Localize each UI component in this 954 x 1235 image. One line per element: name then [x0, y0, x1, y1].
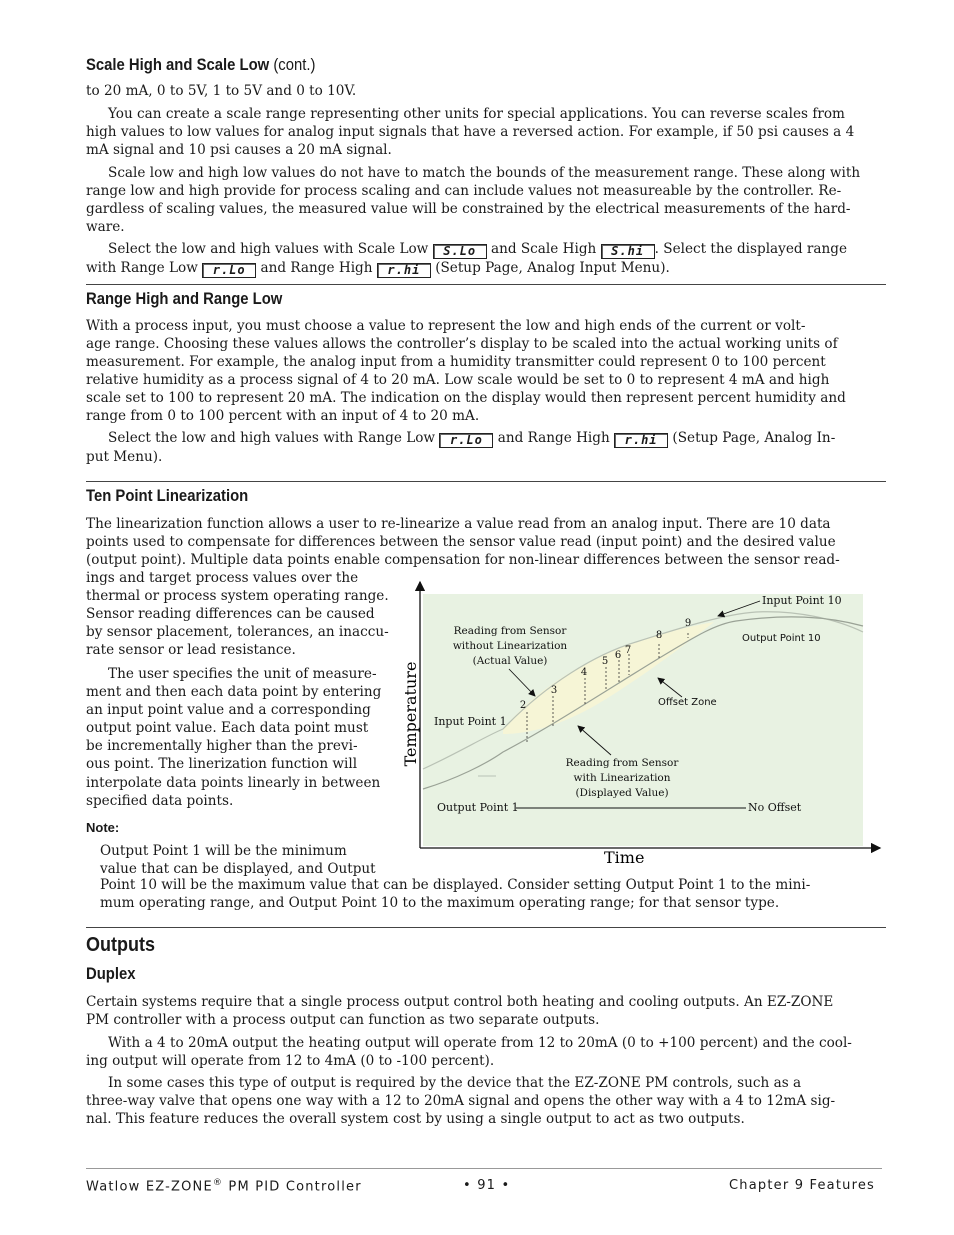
- subheading-duplex: Duplex: [86, 965, 136, 983]
- text-line: ment and then each data point by entering: [86, 684, 382, 701]
- text-run: (Setup Page, Analog In-: [672, 430, 836, 446]
- section-divider: [86, 481, 886, 482]
- range-paragraph-2: [86, 429, 886, 466]
- text-line: gardless of scaling values, the measured value will be constrained by the electrical measurements of the hard-: [86, 201, 851, 218]
- text-line: The user specifies the unit of measure-: [108, 666, 377, 682]
- text-line: You can create a scale range representing other units for special applications. You can reverse scales from: [108, 106, 845, 122]
- label-output-point-1: Output Point 1: [437, 801, 519, 814]
- section-heading-outputs: Outputs: [86, 934, 155, 956]
- footer-page-number: • 91 •: [463, 1178, 511, 1193]
- footer-product: Watlow EZ-ZONE: [86, 1179, 213, 1195]
- label-reading-without-1: Reading from Sensor: [453, 625, 567, 637]
- text-line: scale set to 100 to represent 20 mA. The indication on the display would then represent percent humidity and: [86, 390, 846, 407]
- text-line: age range. Choosing these values allows the controller’s display to be scaled into the actual working units of: [86, 336, 838, 353]
- text-line: high values to low values for analog input signals that have a reversed action. For example, if 50 psi causes a 4: [86, 124, 855, 141]
- lcd-scale-low-glyph: S.Lo: [433, 244, 487, 259]
- point-number-4: 4: [580, 667, 588, 678]
- scale-paragraph-3: [86, 164, 886, 236]
- text-run: and Range High: [260, 260, 373, 276]
- point-number-2: 2: [519, 700, 527, 711]
- point-number-8: 8: [655, 630, 663, 641]
- scale-paragraph-2: [86, 105, 886, 159]
- text-line: Scale low and high low values do not have to match the bounds of the measurement range. These along with: [108, 165, 861, 181]
- text-line: (output point). Multiple data points enable compensation for non-linear differences between the sensor read-: [86, 552, 840, 569]
- section-divider: [86, 284, 886, 285]
- text-line: ings and target process values over the: [86, 570, 359, 586]
- footer-product-suffix: PM PID Controller: [223, 1179, 362, 1195]
- text-line: range low and high provide for process scaling and can include values not measureable by the controller. Re-: [86, 183, 842, 200]
- text-run: Select the low and high values with Range Low: [108, 430, 436, 446]
- heading-suffix: (cont.): [273, 56, 316, 74]
- footer-registered-mark: ®: [212, 1178, 224, 1188]
- tenpoint-paragraph-2: [86, 665, 406, 810]
- point-number-9: 9: [684, 618, 692, 629]
- text-line: output point value. Each data point must: [86, 720, 369, 737]
- text-line: Output Point 1 will be the minimum: [100, 843, 347, 859]
- text-line: Sensor reading differences can be caused: [86, 606, 375, 623]
- scale-paragraph-4: [86, 240, 886, 278]
- heading-text: Range High and Range Low: [86, 290, 283, 308]
- lcd-range-high-glyph: r.hi: [614, 433, 668, 448]
- text-run: (Setup Page, Analog Input Menu).: [435, 260, 670, 276]
- tenpoint-paragraph-1-cont: [86, 569, 406, 659]
- point-number-7: 7: [624, 645, 632, 656]
- text-line: measurement. For example, the analog input from a humidity transmitter could represent 0 to 100 percent: [86, 354, 826, 371]
- section-heading-scale: [86, 56, 315, 75]
- lcd-range-high-glyph: r.hi: [377, 263, 431, 278]
- text-line: Certain systems require that a single process output control both heating and cooling outputs. An EZ-ZONE: [86, 994, 834, 1010]
- text-line: an input point value and a corresponding: [86, 702, 371, 719]
- outputs-paragraph-2: [86, 1034, 886, 1070]
- point-number-6: 6: [614, 650, 622, 661]
- text-line: value that can be displayed, and Output: [100, 861, 376, 878]
- lcd-scale-high-glyph: S.hi: [601, 244, 655, 259]
- footer-left: [86, 1178, 362, 1194]
- section-heading-ten-point: [86, 487, 248, 506]
- text-run: and Range High: [497, 430, 610, 446]
- label-offset-zone: Offset Zone: [658, 697, 717, 708]
- text-line: put Menu).: [86, 449, 163, 465]
- label-no-offset: No Offset: [748, 801, 802, 814]
- text-line: PM controller with a process output can function as two separate outputs.: [86, 1012, 600, 1029]
- text-line: ing output will operate from 12 to 4mA (0 to -100 percent).: [86, 1053, 495, 1070]
- note-text-a: [100, 842, 400, 878]
- text-line: mum operating range, and Output Point 10 to the maximum operating range; for that sensor type.: [100, 895, 780, 912]
- tenpoint-paragraph-1: [86, 515, 886, 569]
- x-axis-label: Time: [604, 848, 645, 867]
- lcd-range-low-glyph: r.Lo: [439, 433, 493, 448]
- text-line: rate sensor or lead resistance.: [86, 642, 296, 659]
- point-number-3: 3: [550, 685, 558, 696]
- text-line: be incrementally higher than the previ-: [86, 738, 358, 755]
- outputs-paragraph-1: [86, 993, 886, 1029]
- text-line: ous point. The linerization function will: [86, 756, 358, 773]
- label-reading-with-2: with Linearization: [573, 772, 671, 784]
- text-line: With a 4 to 20mA output the heating output will operate from 12 to 20mA (0 to +100 percent) and the cool-: [108, 1035, 852, 1051]
- text-line: The linearization function allows a user to re-linearize a value read from an analog input. There are 10 data: [86, 516, 831, 532]
- outputs-paragraph-3: [86, 1074, 886, 1128]
- text-line: to 20 mA, 0 to 5V, 1 to 5V and 0 to 10V.: [86, 83, 357, 99]
- text-line: range from 0 to 100 percent with an input of 4 to 20 mA.: [86, 408, 480, 425]
- text-run: and Scale High: [490, 241, 597, 257]
- text-line: thermal or process system operating range.: [86, 588, 389, 605]
- linearization-diagram: [396, 574, 886, 870]
- heading-text: Ten Point Linearization: [86, 487, 249, 505]
- note-text-b: [100, 876, 880, 912]
- footer-chapter: Chapter 9 Features: [729, 1178, 876, 1193]
- label-input-point-1: Input Point 1: [434, 715, 507, 728]
- text-line: specified data points.: [86, 792, 234, 809]
- text-line: Point 10 will be the maximum value that can be displayed. Consider setting Output Point 1 to the mini-: [100, 877, 811, 893]
- heading-text: Scale High and Scale Low: [86, 56, 270, 74]
- text-line: relative humidity as a process signal of 4 to 20 mA. Low scale would be set to 0 to represent 4 mA and high: [86, 372, 830, 389]
- section-divider: [86, 927, 886, 928]
- text-line: ware.: [86, 219, 125, 236]
- label-reading-without-2: without Linearization: [452, 640, 568, 652]
- text-line: by sensor placement, tolerances, an inaccu-: [86, 624, 389, 641]
- text-run: Select the low and high values with Scale Low: [108, 241, 429, 257]
- range-paragraph-1: [86, 317, 886, 426]
- y-axis-label: Temperature: [401, 661, 420, 767]
- point-number-5: 5: [601, 656, 609, 667]
- text-run: with Range Low: [86, 260, 198, 276]
- text-line: nal. This feature reduces the overall system cost by using a single output to act as two outputs.: [86, 1111, 745, 1128]
- text-line: three-way valve that opens one way with a 12 to 20mA signal and opens the other way with a 4 to 12mA sig-: [86, 1093, 836, 1110]
- label-input-point-10: Input Point 10: [762, 594, 842, 607]
- note-label: Note:: [86, 820, 120, 835]
- text-line: mA signal and 10 psi causes a 20 mA signal.: [86, 142, 392, 159]
- label-output-point-10: Output Point 10: [742, 633, 821, 644]
- text-line: In some cases this type of output is required by the device that the EZ-ZONE PM controls, such as a: [108, 1075, 802, 1091]
- label-reading-with-3: (Displayed Value): [575, 787, 669, 799]
- text-line: interpolate data points linearly in between: [86, 774, 381, 791]
- label-reading-with-1: Reading from Sensor: [565, 757, 679, 769]
- scale-paragraph-1: [86, 82, 886, 100]
- footer-rule: [86, 1168, 882, 1169]
- lcd-range-low-glyph: r.Lo: [202, 263, 256, 278]
- text-line: With a process input, you must choose a value to represent the low and high ends of the current or volt-: [86, 318, 806, 334]
- text-line: points used to compensate for differences between the sensor value read (input point) and the desired value: [86, 534, 836, 551]
- text-run: . Select the displayed range: [654, 241, 848, 257]
- section-heading-range: [86, 290, 282, 309]
- label-reading-without-3: (Actual Value): [472, 655, 548, 667]
